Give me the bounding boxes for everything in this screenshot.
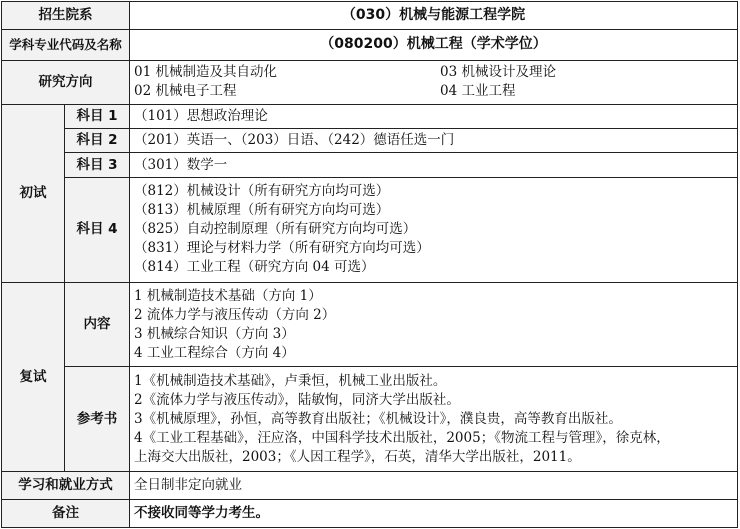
subject-label: 科目 2 [65, 129, 130, 153]
major-value: （080200）机械工程（学术学位） [130, 30, 738, 60]
directions-label: 研究方向 [2, 60, 130, 104]
study-mode-label: 学习和就业方式 [2, 472, 130, 499]
subject-line: （825）自动控制原理（所有研究方向均可选） [134, 221, 417, 238]
retest-content-line: 3 机械综合知识（方向 3） [134, 325, 295, 342]
major-label: 学科专业代码及名称 [2, 30, 130, 60]
subject-line: （814）工业工程（研究方向 04 可选） [134, 259, 375, 276]
directions-list [134, 63, 733, 101]
reference-line: 2《流体力学与液压传动》，陆敏恂，同济大学出版社。 [134, 391, 460, 408]
retest-label: 复试 [2, 282, 65, 472]
subject-line: （812）机械设计（所有研究方向均可选） [134, 183, 390, 200]
retest-content-line: 1 机械制造技术基础（方向 1） [134, 287, 322, 304]
subject-line: （813）机械原理（所有研究方向均可选） [134, 202, 390, 219]
reference-line: 3《机械原理》，孙恒，高等教育出版社；《机械设计》，濮良贵，高等教育出版社。 [134, 410, 622, 427]
college-row [2, 2, 738, 30]
subject-row [2, 153, 738, 177]
reference-line: 1《机械制造技术基础》，卢秉恒，机械工业出版社。 [134, 372, 447, 389]
subject-line: （301）数学一 [134, 156, 228, 173]
retest-content-line: 4 工业工程综合（方向 4） [134, 344, 295, 361]
reference-line: 上海交大出版社，2003；《人因工程学》，石英，清华大学出版社，2011。 [134, 448, 581, 465]
retest-content-line: 2 流体力学与液压传动（方向 2） [134, 306, 336, 323]
reference-line: 4《工业工程基础》，汪应洛，中国科学技术出版社，2005；《物流工程与管理》，徐克林， [134, 429, 670, 446]
subject-line: （101）思想政治理论 [134, 108, 268, 125]
subject-line: （831）理论与材料力学（所有研究方向均可选） [134, 240, 430, 257]
admission-info-table [1, 1, 738, 528]
subject-value [130, 104, 738, 128]
study-mode-row [2, 472, 738, 499]
subject-line: （201）英语一、（203）日语、（242）德语任选一门 [134, 132, 455, 149]
retest-references-value [130, 367, 738, 472]
college-value: （030）机械与能源工程学院 [130, 2, 738, 30]
subject-value [130, 177, 738, 282]
retest-content-row [2, 282, 738, 367]
initial-exam-label: 初试 [2, 104, 65, 282]
remarks-value: 不接收同等学力考生。 [130, 499, 738, 527]
retest-content-label: 内容 [65, 282, 130, 367]
subject-row [2, 104, 738, 128]
remarks-row [2, 499, 738, 527]
remarks-label: 备注 [2, 499, 130, 527]
retest-references-label: 参考书 [65, 367, 130, 472]
study-mode-value: 全日制非定向就业 [130, 472, 738, 499]
subject-label: 科目 4 [65, 177, 130, 282]
subject-label: 科目 3 [65, 153, 130, 177]
retest-content-value [130, 282, 738, 367]
directions-row [2, 60, 738, 104]
subject-value [130, 153, 738, 177]
subject-label: 科目 1 [65, 104, 130, 128]
direction-item: 02 机械电子工程 [134, 83, 237, 100]
subject-row [2, 129, 738, 153]
direction-item: 03 机械设计及理论 [440, 64, 556, 81]
retest-references-row [2, 367, 738, 472]
direction-item: 04 工业工程 [440, 83, 516, 100]
major-row [2, 30, 738, 60]
college-label: 招生院系 [2, 2, 130, 30]
subject-row [2, 177, 738, 282]
subject-value [130, 129, 738, 153]
direction-item: 01 机械制造及其自动化 [134, 64, 277, 81]
directions-cell [130, 60, 738, 104]
